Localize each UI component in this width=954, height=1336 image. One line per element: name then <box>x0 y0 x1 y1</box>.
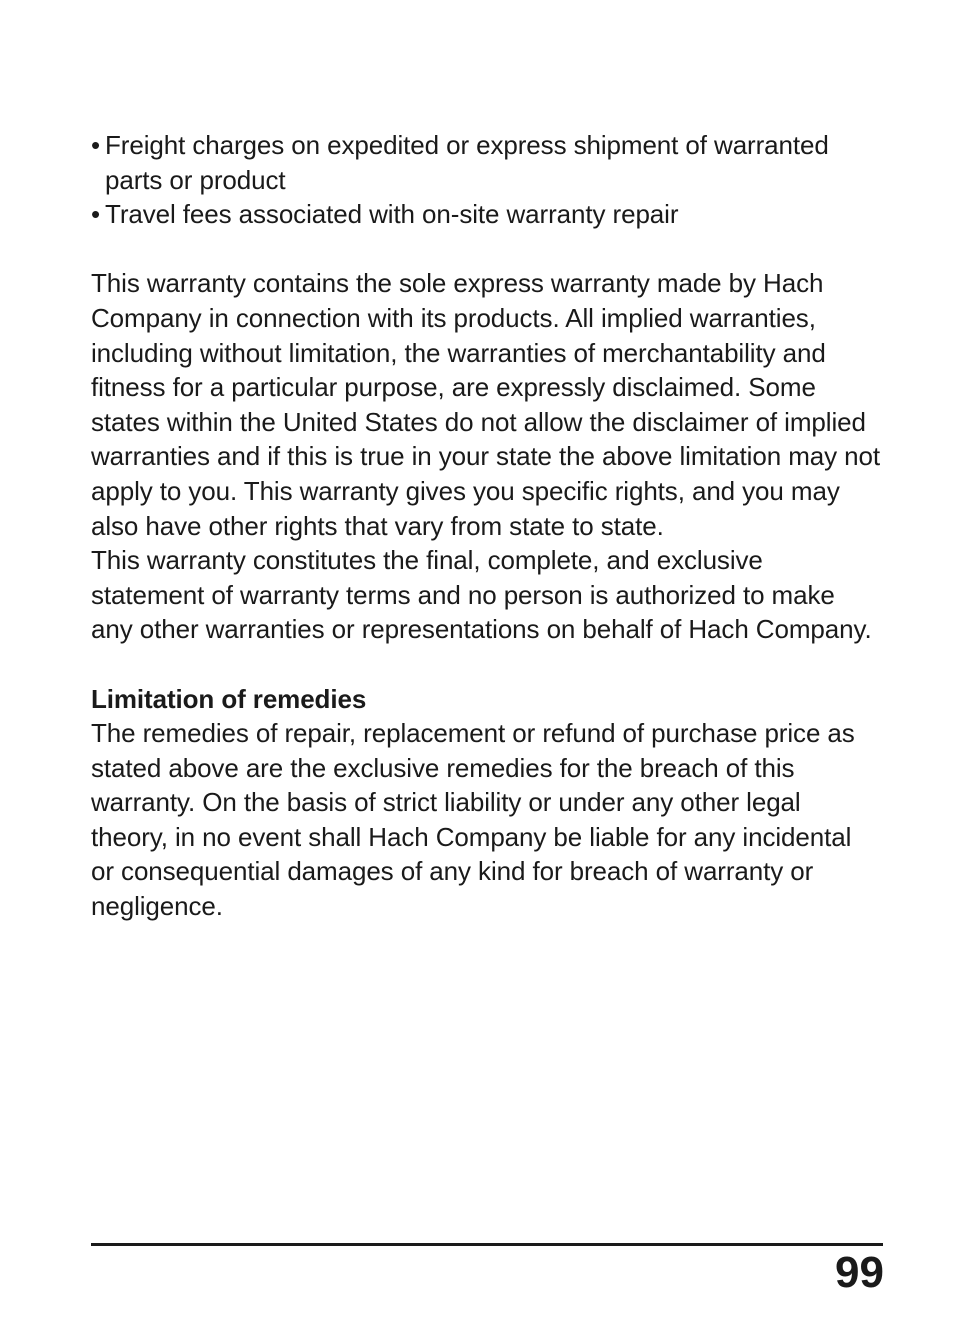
footer-rule <box>91 1243 883 1246</box>
bullet-text: Freight charges on expedited or express shipment of warranted parts or product <box>105 130 829 195</box>
bullet-marker: • <box>91 130 101 160</box>
bullet-marker: • <box>91 199 101 230</box>
bullet-text: Travel fees associated with on-site warranty repair <box>105 199 679 230</box>
list-item <box>91 197 881 232</box>
limitation-paragraph: The remedies of repair, replacement or refund of purchase price as stated above are the exclusive remedies for the breach of this warranty. On the basis of strict liability or under any other legal theory, in no event shall Hach Company be liable for any incidental or consequential damages of any kind for breach of warranty or negligence. <box>91 718 855 922</box>
disclaimer-paragraph: This warranty contains the sole express warranty made by Hach Company in connection with its products. All implied warranties, including without limitation, the warranties of merchantability and fitness for a particular purpose, are expressly disclaimed. Some states within the United States do not allow the disclaimer of implied warranties and if this is true in your state the above limitation may not apply to you. This warranty gives you specific rights, and you may also have other rights that vary from state to state. <box>91 268 880 541</box>
spacer <box>91 647 881 682</box>
final-statement-paragraph: This warranty constitutes the final, complete, and exclusive statement of warranty terms and no person is authorized to make any other warranties or representations on behalf of Hach Company. <box>91 545 872 645</box>
section-heading: Limitation of remedies <box>91 683 367 714</box>
page-number: 99 <box>835 1248 884 1297</box>
list-item <box>91 128 881 197</box>
excluded-charges-list <box>91 128 881 232</box>
spacer <box>91 232 881 267</box>
page-content <box>91 128 881 924</box>
